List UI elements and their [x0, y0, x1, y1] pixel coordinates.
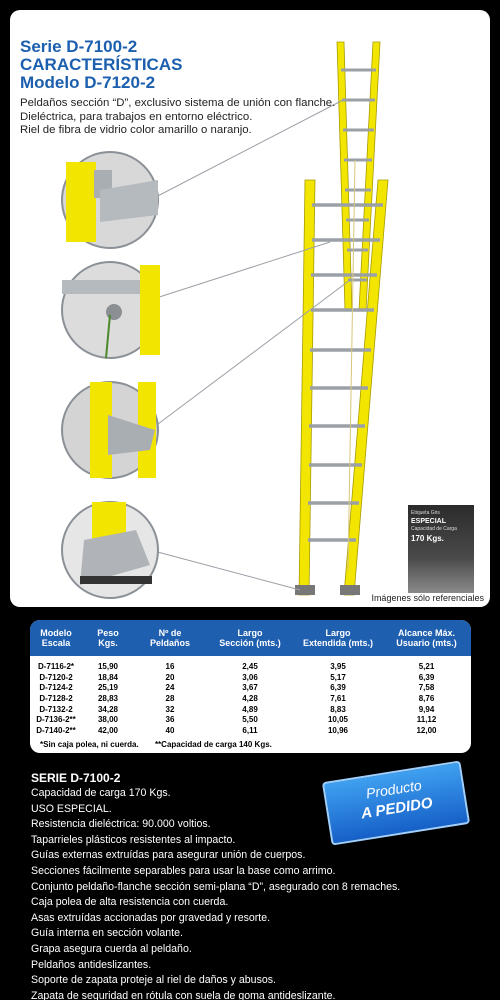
table-cell: 3,95	[330, 662, 346, 671]
feature-item: Taparrieles plásticos resistentes al impacto.	[31, 833, 236, 846]
table-cell: 2,45	[242, 662, 258, 671]
detail-circle-lock	[62, 382, 158, 478]
table-cell: 6,39	[418, 672, 435, 682]
table-cell: 10,05	[327, 715, 349, 725]
table-cell: 40	[165, 726, 175, 736]
feature-item: Guía interna en sección volante.	[31, 927, 183, 940]
image-disclaimer: Imágenes sólo referenciales	[371, 593, 484, 603]
detail-circle-pulley	[62, 262, 160, 358]
table-cell: 5,21	[418, 662, 435, 671]
table-body	[30, 656, 471, 737]
table-header-row	[30, 620, 471, 656]
column-header: Alcance Máx. Usuario (mts.)	[396, 628, 457, 648]
table-cell: 20	[165, 672, 175, 682]
detail-circle-rung-flange	[62, 152, 158, 248]
feature-item: Resistencia dieléctrica: 90.000 voltios.	[31, 818, 211, 831]
feature-item: Capacidad de carga 170 Kgs.	[31, 787, 171, 799]
features-title: SERIE D-7100-2	[31, 771, 121, 785]
table-cell: 7,58	[418, 683, 435, 693]
description-line: Dieléctrica, para trabajos en entorno eléctrico.	[20, 110, 253, 123]
feature-item: USO ESPECIAL.	[31, 802, 112, 815]
table-cell: 10,96	[327, 726, 349, 736]
table-cell: 4,89	[242, 704, 258, 714]
table-cell: 15,90	[97, 662, 119, 671]
tag-small-text: Etiqueta Gris	[411, 510, 440, 516]
ladder-base-section	[295, 160, 388, 595]
table-row	[30, 683, 471, 694]
table-cell: 6,11	[242, 726, 258, 736]
table-cell: 7,61	[330, 694, 346, 704]
table-cell: 12,00	[416, 726, 437, 736]
series-title: Serie D-7100-2	[20, 37, 138, 56]
table-cell: 11,12	[416, 715, 437, 725]
table-row	[30, 673, 471, 684]
tag-label: ESPECIAL	[411, 518, 447, 525]
feature-item: Soporte de zapata proteje al riel de daños y abusos.	[31, 974, 276, 987]
table-row	[30, 694, 471, 705]
feature-item: Peldaños antideslizantes.	[31, 958, 152, 971]
table-cell: 28,83	[97, 694, 119, 704]
badge-line: Producto	[364, 776, 423, 802]
column-header: Largo Extendida (mts.)	[302, 628, 373, 648]
table-cell: 16	[165, 662, 175, 671]
table-row	[30, 705, 471, 716]
table-cell: D-7140-2**	[36, 726, 76, 736]
table-cell: 8,83	[330, 704, 346, 714]
feature-item: Zapata de seguridad en rótula con suela de goma antideslizante.	[31, 989, 336, 1000]
tag-small-text: Capacidad de Carga	[411, 526, 457, 532]
column-header: Largo Sección (mts.)	[219, 628, 281, 648]
specifications-table	[30, 620, 471, 753]
table-cell: D-7124-2	[39, 683, 73, 693]
product-description	[20, 97, 350, 138]
page-title	[20, 38, 182, 92]
table-cell: 3,67	[242, 683, 258, 693]
table-cell: D-7132-2	[39, 704, 73, 714]
table-cell: 6,39	[330, 683, 346, 693]
table-cell: 9,94	[418, 704, 435, 714]
on-demand-badge	[322, 760, 470, 845]
table-cell: 25,19	[97, 683, 119, 693]
table-cell: D-7120-2	[39, 672, 73, 682]
table-cell: D-7136-2**	[36, 715, 76, 725]
table-cell: 8,76	[418, 694, 435, 704]
description-line: Peldaños sección “D”, exclusivo sistema de unión con flanche.	[20, 97, 336, 109]
table-cell: D-7116-2*	[37, 662, 75, 671]
description-line: Riel de fibra de vidrio color amarillo o naranjo.	[20, 124, 252, 137]
table-cell: 36	[165, 715, 175, 725]
table-cell: 38,00	[97, 715, 119, 725]
detail-circle-shoe	[62, 502, 158, 598]
table-row	[30, 662, 471, 673]
column-header: Peso Kgs.	[97, 628, 119, 648]
badge-line: A PEDIDO	[359, 794, 434, 823]
table-cell: 28	[165, 694, 175, 704]
tag-capacity: 170 Kgs.	[411, 534, 444, 543]
model-title: Modelo D-7120-2	[20, 73, 156, 92]
table-row	[30, 726, 471, 737]
table-row	[30, 715, 471, 726]
table-cell: 34,28	[97, 704, 119, 714]
product-image-panel	[10, 10, 490, 607]
table-cell: 4,28	[242, 694, 258, 704]
characteristics-heading: CARACTERÍSTICAS	[20, 55, 183, 74]
feature-item: Grapa asegura cuerda al peldaño.	[31, 942, 192, 955]
table-cell: 42,00	[97, 726, 119, 736]
table-cell: 24	[165, 683, 175, 693]
special-load-tag	[408, 505, 474, 593]
feature-item: Conjunto peldaño-flanche sección semi-plana “D”, asegurado con 8 remaches.	[31, 880, 401, 893]
footnote-no-pulley: *Sin caja polea, ni cuerda.	[40, 740, 139, 749]
column-header: Modelo Escala	[40, 628, 72, 648]
table-footnotes	[40, 740, 272, 749]
feature-item: Guías externas extruídas para asegurar unión de cuerpos.	[31, 849, 306, 862]
table-cell: 32	[165, 704, 175, 714]
feature-item: Asas extruídas accionadas por gravedad y resorte.	[31, 911, 271, 924]
table-cell: 5,50	[242, 715, 258, 725]
feature-item: Caja polea de alta resistencia con cuerda.	[31, 896, 229, 909]
table-cell: 3,06	[242, 672, 258, 682]
table-cell: D-7128-2	[39, 694, 73, 704]
footnote-load-capacity: **Capacidad de carga 140 Kgs.	[154, 740, 272, 749]
column-header: Nº de Peldaños	[149, 628, 190, 648]
table-cell: 18,84	[97, 672, 119, 682]
table-cell: 5,17	[330, 672, 346, 682]
feature-item: Secciones fácilmente separables para usar la base como arrimo.	[31, 864, 336, 877]
